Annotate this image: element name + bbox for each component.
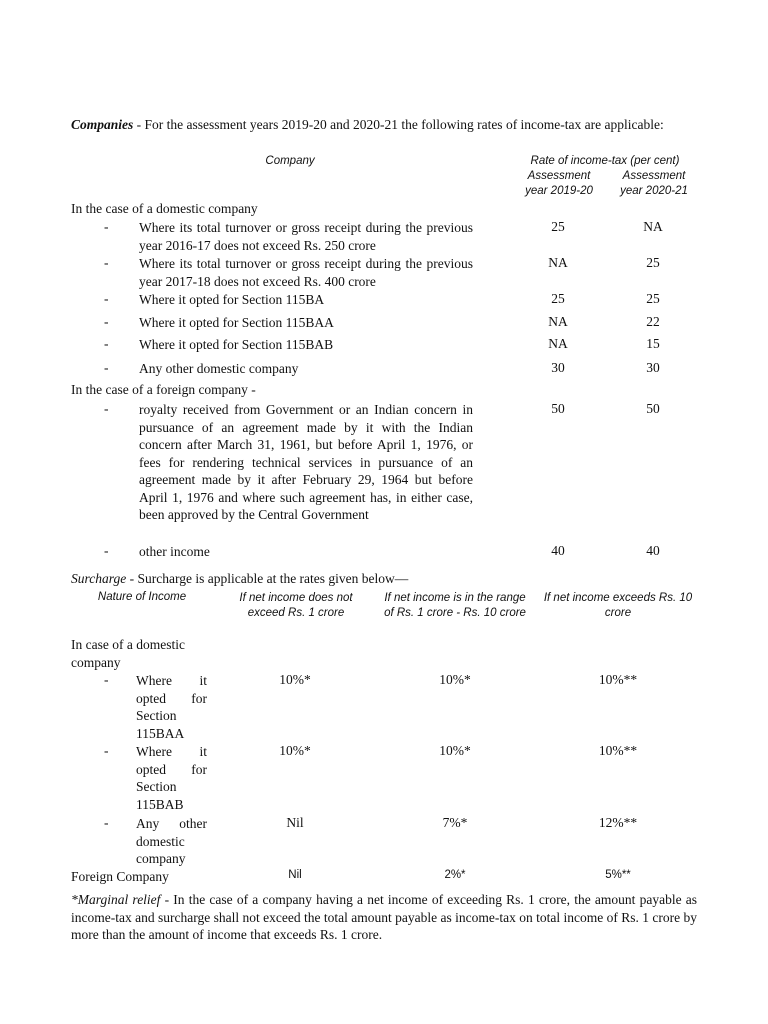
surcharge-c1: Nil (288, 869, 302, 881)
row-dash: - (104, 401, 109, 416)
surcharge-text: - Surcharge is applicable at the rates given below— (126, 571, 409, 586)
surcharge-c2: 10%* (439, 672, 471, 687)
row-dash: - (104, 360, 109, 375)
surcharge-c2: 10%* (439, 743, 471, 758)
rate-ay1: NA (548, 336, 568, 351)
surcharge-c1: 10%* (279, 672, 311, 687)
row-dash: - (104, 815, 109, 830)
rate-ay2: 40 (646, 543, 660, 558)
row-dash: - (104, 255, 109, 270)
rate-ay1: 40 (551, 543, 565, 558)
marginal-relief-paragraph (71, 891, 697, 944)
rate-row-text: royalty received from Government or an Indian concern in pursuance of an agreement made by it with the Indian concern after March 31, 1961, but before April 1, 1976, or fees for rendering technical services in pursuance of an agreement made by it after February 29, 1964 but before April 1, 1976 and where such agreement has, in either case, been approved by the Central Government (139, 402, 473, 522)
foreign-company-label: Foreign Company (71, 869, 169, 884)
rate-row-text: Where it opted for Section 115BAA (139, 315, 334, 330)
surcharge-domestic-heading: In case of a domestic company (71, 637, 185, 670)
rate-ay1: NA (548, 255, 568, 270)
col-rate-header: Rate of income-tax (per cent) (530, 155, 680, 167)
surcharge-c3: 12%** (598, 815, 638, 830)
surcharge-heading: Surcharge (71, 571, 127, 586)
rate-ay2: 15 (646, 336, 660, 351)
surcharge-row-text: Any other domestic company (136, 816, 207, 866)
rate-ay1: 25 (551, 291, 565, 306)
intro-text: - For the assessment years 2019-20 and 2020-21 the following rates of income-tax are applicable: (133, 117, 664, 132)
rate-ay1: 30 (551, 360, 565, 375)
rate-ay1: 50 (551, 401, 565, 416)
rate-ay1: NA (548, 314, 568, 329)
rate-ay2: 25 (646, 291, 660, 306)
row-dash: - (104, 314, 109, 329)
rate-row-text: other income (139, 544, 210, 559)
marginal-relief-heading: *Marginal relief (71, 892, 161, 907)
surcharge-paragraph (71, 570, 697, 588)
foreign-heading: In the case of a foreign company - (71, 382, 256, 397)
surcharge-row-text: Where it opted for Section 115BAB (136, 744, 207, 812)
rate-ay2: NA (643, 219, 663, 234)
surcharge-c3: 5%** (605, 869, 631, 881)
rate-ay2: 30 (646, 360, 660, 375)
surcharge-c3: 10%** (598, 743, 638, 758)
surcharge-c2: 7%* (442, 815, 468, 830)
col-ay1-header: Assessment year 2019-20 (525, 170, 593, 197)
surcharge-row-text: Where it opted for Section 115BAA (136, 673, 207, 741)
rate-ay2: 22 (646, 314, 660, 329)
col-ay2-header: Assessment year 2020-21 (620, 170, 688, 197)
col-nature-header: Nature of Income (97, 591, 187, 603)
col-2-header: If net income is in the range of Rs. 1 crore - Rs. 10 crore (384, 592, 526, 619)
rate-row-text: Where it opted for Section 115BAB (139, 337, 334, 352)
rate-row-text: Any other domestic company (139, 361, 299, 376)
rate-ay1: 25 (551, 219, 565, 234)
rate-ay2: 50 (646, 401, 660, 416)
surcharge-c1: Nil (286, 815, 304, 830)
surcharge-c1: 10%* (279, 743, 311, 758)
row-dash: - (104, 336, 109, 351)
rate-row-text: Where its total turnover or gross receipt during the previous year 2017-18 does not exceed Rs. 400 crore (139, 256, 473, 289)
intro-paragraph (71, 116, 697, 134)
row-dash: - (104, 743, 109, 758)
surcharge-c3: 10%** (598, 672, 638, 687)
col-3-header: If net income exceeds Rs. 10 crore (543, 592, 693, 619)
row-dash: - (104, 672, 109, 687)
col-company-header: Company (265, 155, 315, 167)
surcharge-c2: 2%* (444, 869, 466, 881)
domestic-heading: In the case of a domestic company (71, 201, 258, 216)
marginal-relief-text: - In the case of a company having a net income of exceeding Rs. 1 crore, the amount payable as income-tax and surcharge shall not exceed the total amount payable as income-tax on total income of Rs. 1 crore by more than the amount of income that exceeds Rs. 1 crore. (71, 892, 697, 942)
row-dash: - (104, 219, 109, 234)
rate-row-text: Where it opted for Section 115BA (139, 292, 325, 307)
rate-row-text: Where its total turnover or gross receipt during the previous year 2016-17 does not exceed Rs. 250 crore (139, 220, 473, 253)
col-1-header: If net income does not exceed Rs. 1 crore (239, 592, 353, 619)
rate-ay2: 25 (646, 255, 660, 270)
row-dash: - (104, 291, 109, 306)
row-dash: - (104, 543, 109, 558)
intro-heading: Companies (71, 117, 134, 132)
